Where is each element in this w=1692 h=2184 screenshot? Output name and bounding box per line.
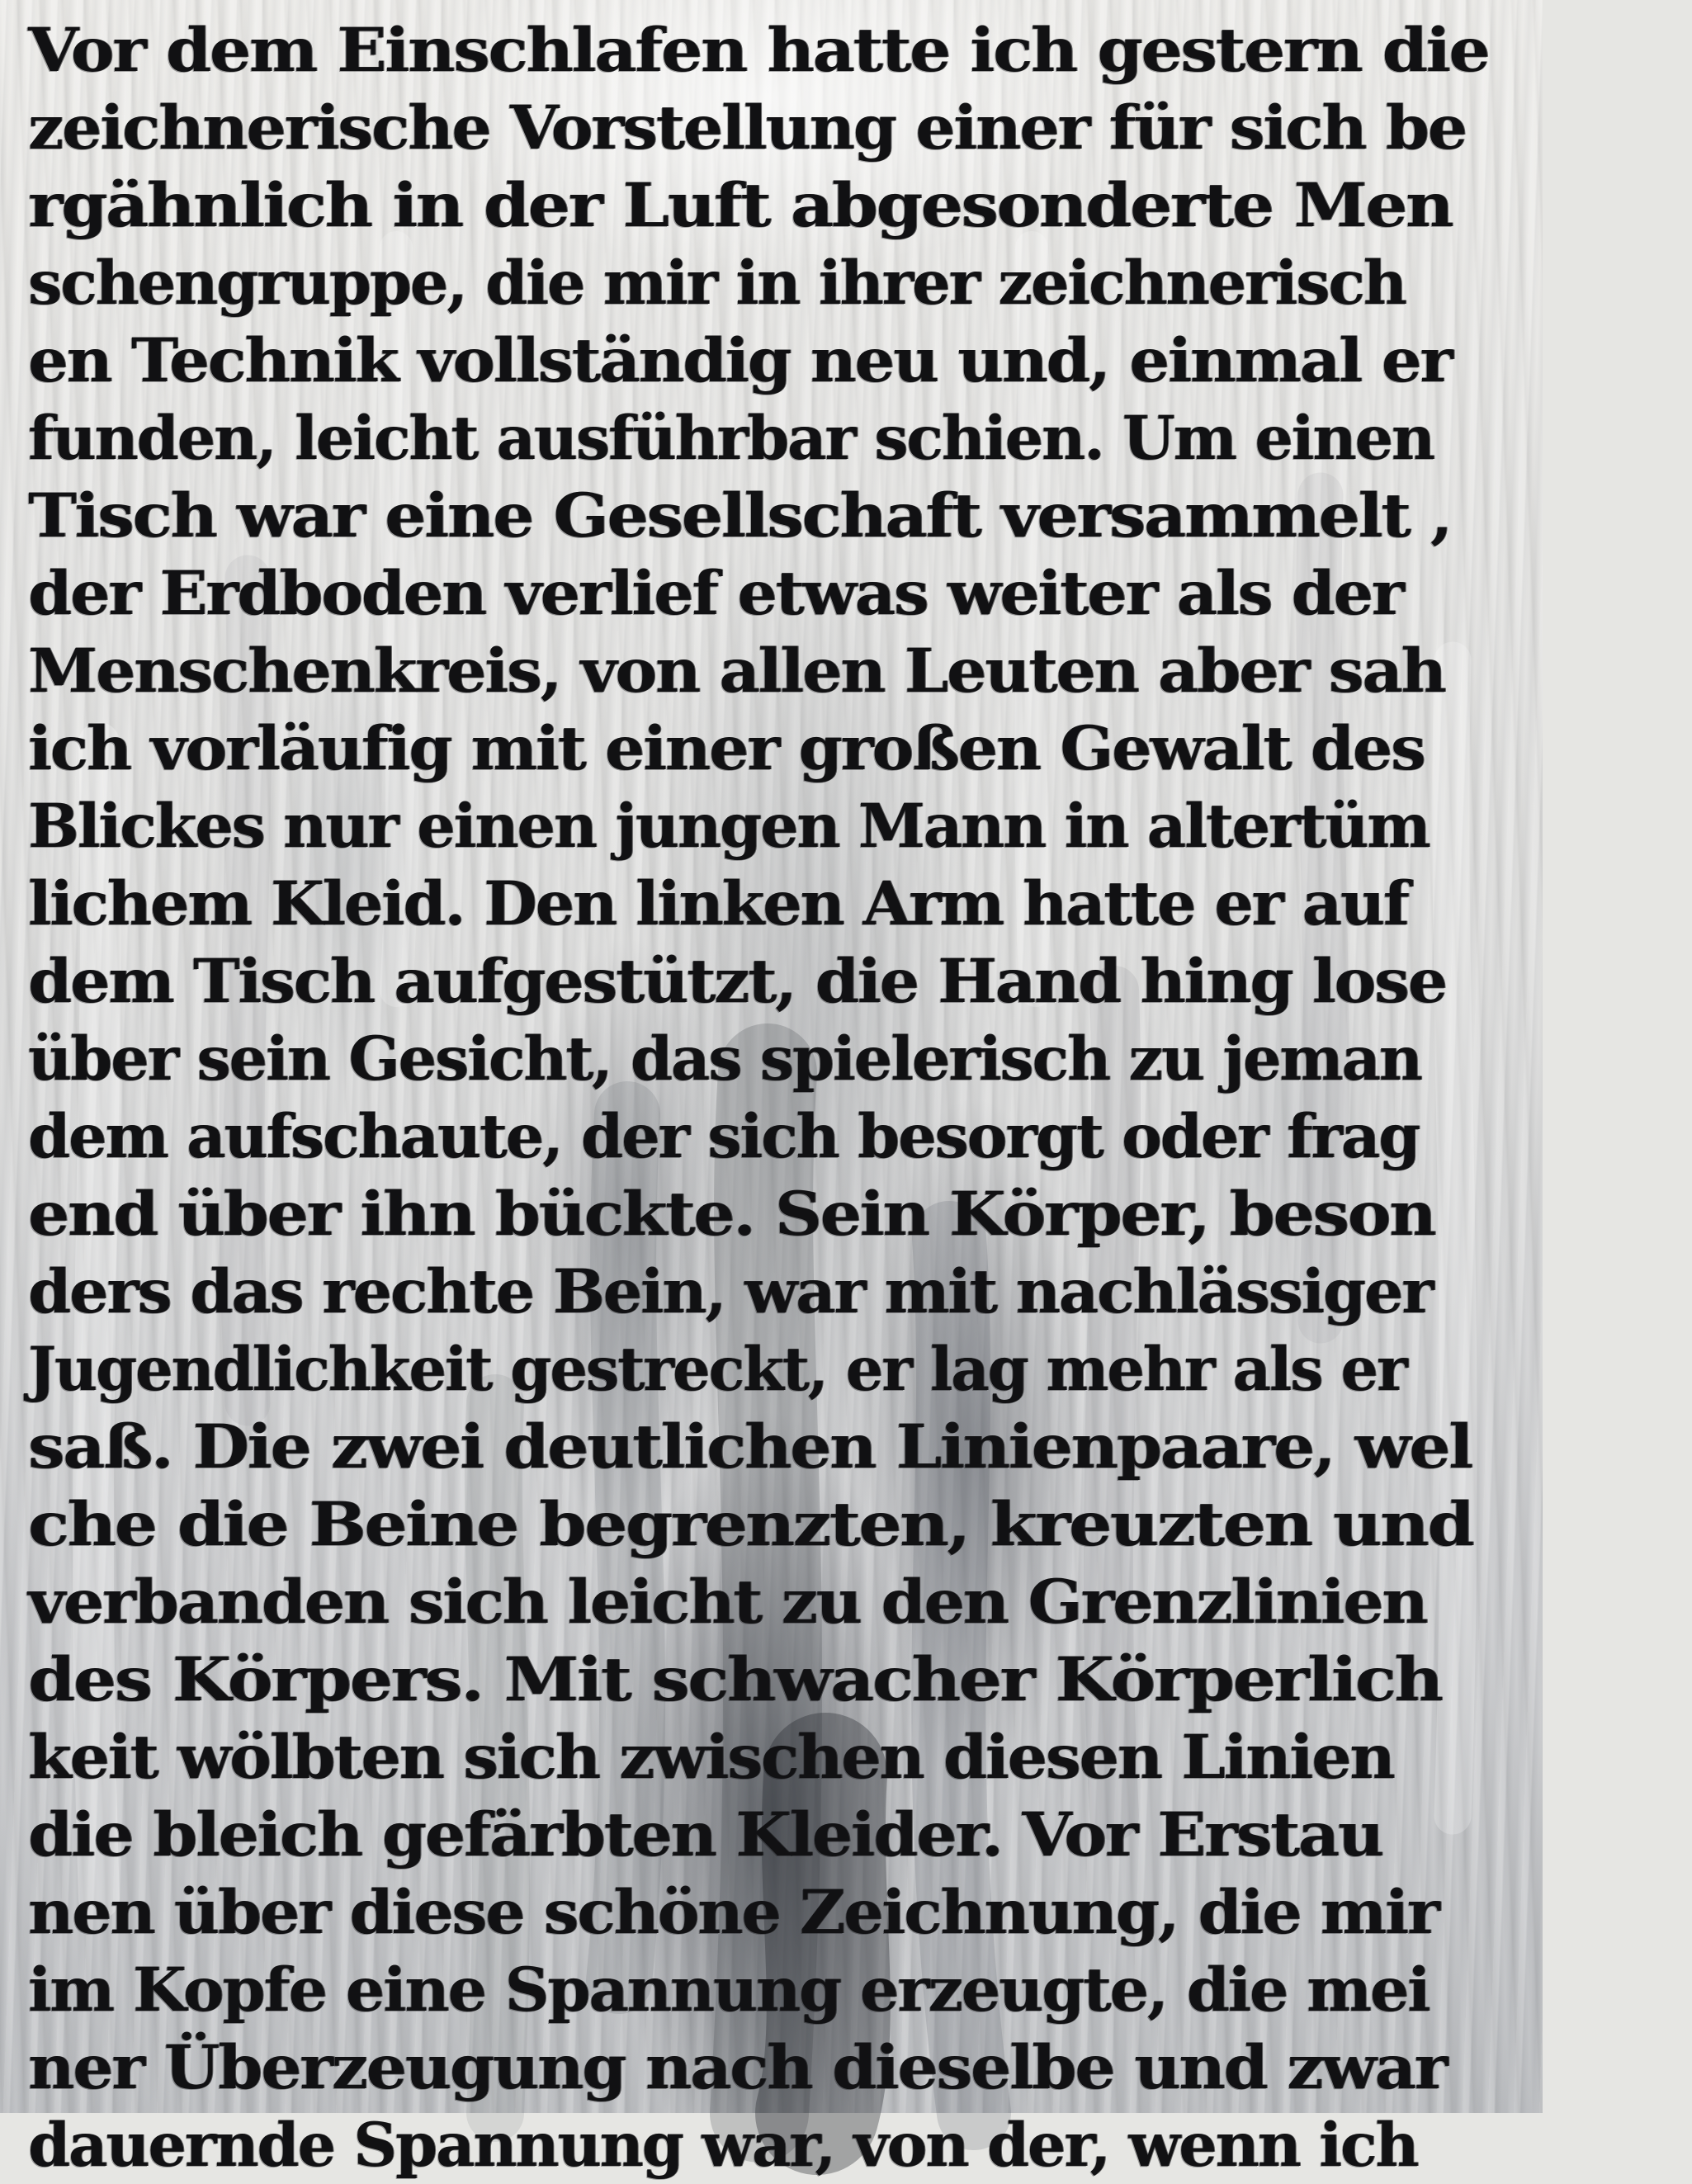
text-line: zeichnerische Vorstellung einer für sich be: [28, 92, 1466, 163]
text-line: ders das rechte Bein, war mit nachlässiger: [28, 1256, 1433, 1327]
text-line: saß. Die zwei deutlichen Linienpaare, wel: [28, 1411, 1472, 1482]
text-line: ner Überzeugung nach dieselbe und zwar: [28, 2032, 1447, 2103]
text-line: ich vorläufig mit einer großen Gewalt des: [28, 713, 1425, 784]
text-line: der Erdboden verlief etwas weiter als der: [28, 558, 1403, 629]
text-line: end über ihn bückte. Sein Körper, beson: [28, 1179, 1435, 1250]
text-line: keit wölbten sich zwischen diesen Linien: [28, 1722, 1394, 1793]
painted-text: [28, 12, 1514, 2184]
text-line: des Körpers. Mit schwacher Körperlich: [28, 1644, 1442, 1715]
text-line: verbanden sich leicht zu den Grenzlinien: [28, 1567, 1427, 1638]
text-line: schengruppe, die mir in ihrer zeichnerisch: [28, 248, 1406, 319]
text-line: en Technik vollständig neu und, einmal er: [28, 325, 1452, 396]
text-line: dauernde Spannung war, von der, wenn ich: [28, 2110, 1418, 2181]
text-line: rgähnlich in der Luft abgesonderte Men: [28, 170, 1453, 241]
text-line: funden, leicht ausführbar schien. Um einen: [28, 403, 1434, 474]
text-line: Vor dem Einschlafen hatte ich gestern die: [28, 15, 1489, 86]
text-line: Blickes nur einen jungen Mann in altertüm: [28, 791, 1430, 862]
text-line: lichem Kleid. Den linken Arm hatte er auf: [28, 868, 1408, 939]
text-line: che die Beine begrenzten, kreuzten und: [28, 1489, 1473, 1560]
text-line: dem aufschaute, der sich besorgt oder frag: [28, 1101, 1420, 1172]
text-line: dem Tisch aufgestützt, die Hand hing lose: [28, 946, 1446, 1017]
text-line: Tisch war eine Gesellschaft versammelt ,: [28, 480, 1452, 551]
text-line: die bleich gefärbten Kleider. Vor Erstau: [28, 1799, 1382, 1870]
text-line: im Kopfe eine Spannung erzeugte, die mei: [28, 1955, 1430, 2026]
text-line: Jugendlichkeit gestreckt, er lag mehr als er: [28, 1334, 1406, 1405]
text-line: nen über diese schöne Zeichnung, die mir: [28, 1877, 1439, 1948]
text-line: über sein Gesicht, das spielerisch zu jeman: [28, 1023, 1421, 1094]
text-line: Menschenkreis, von allen Leuten aber sah: [28, 636, 1445, 707]
